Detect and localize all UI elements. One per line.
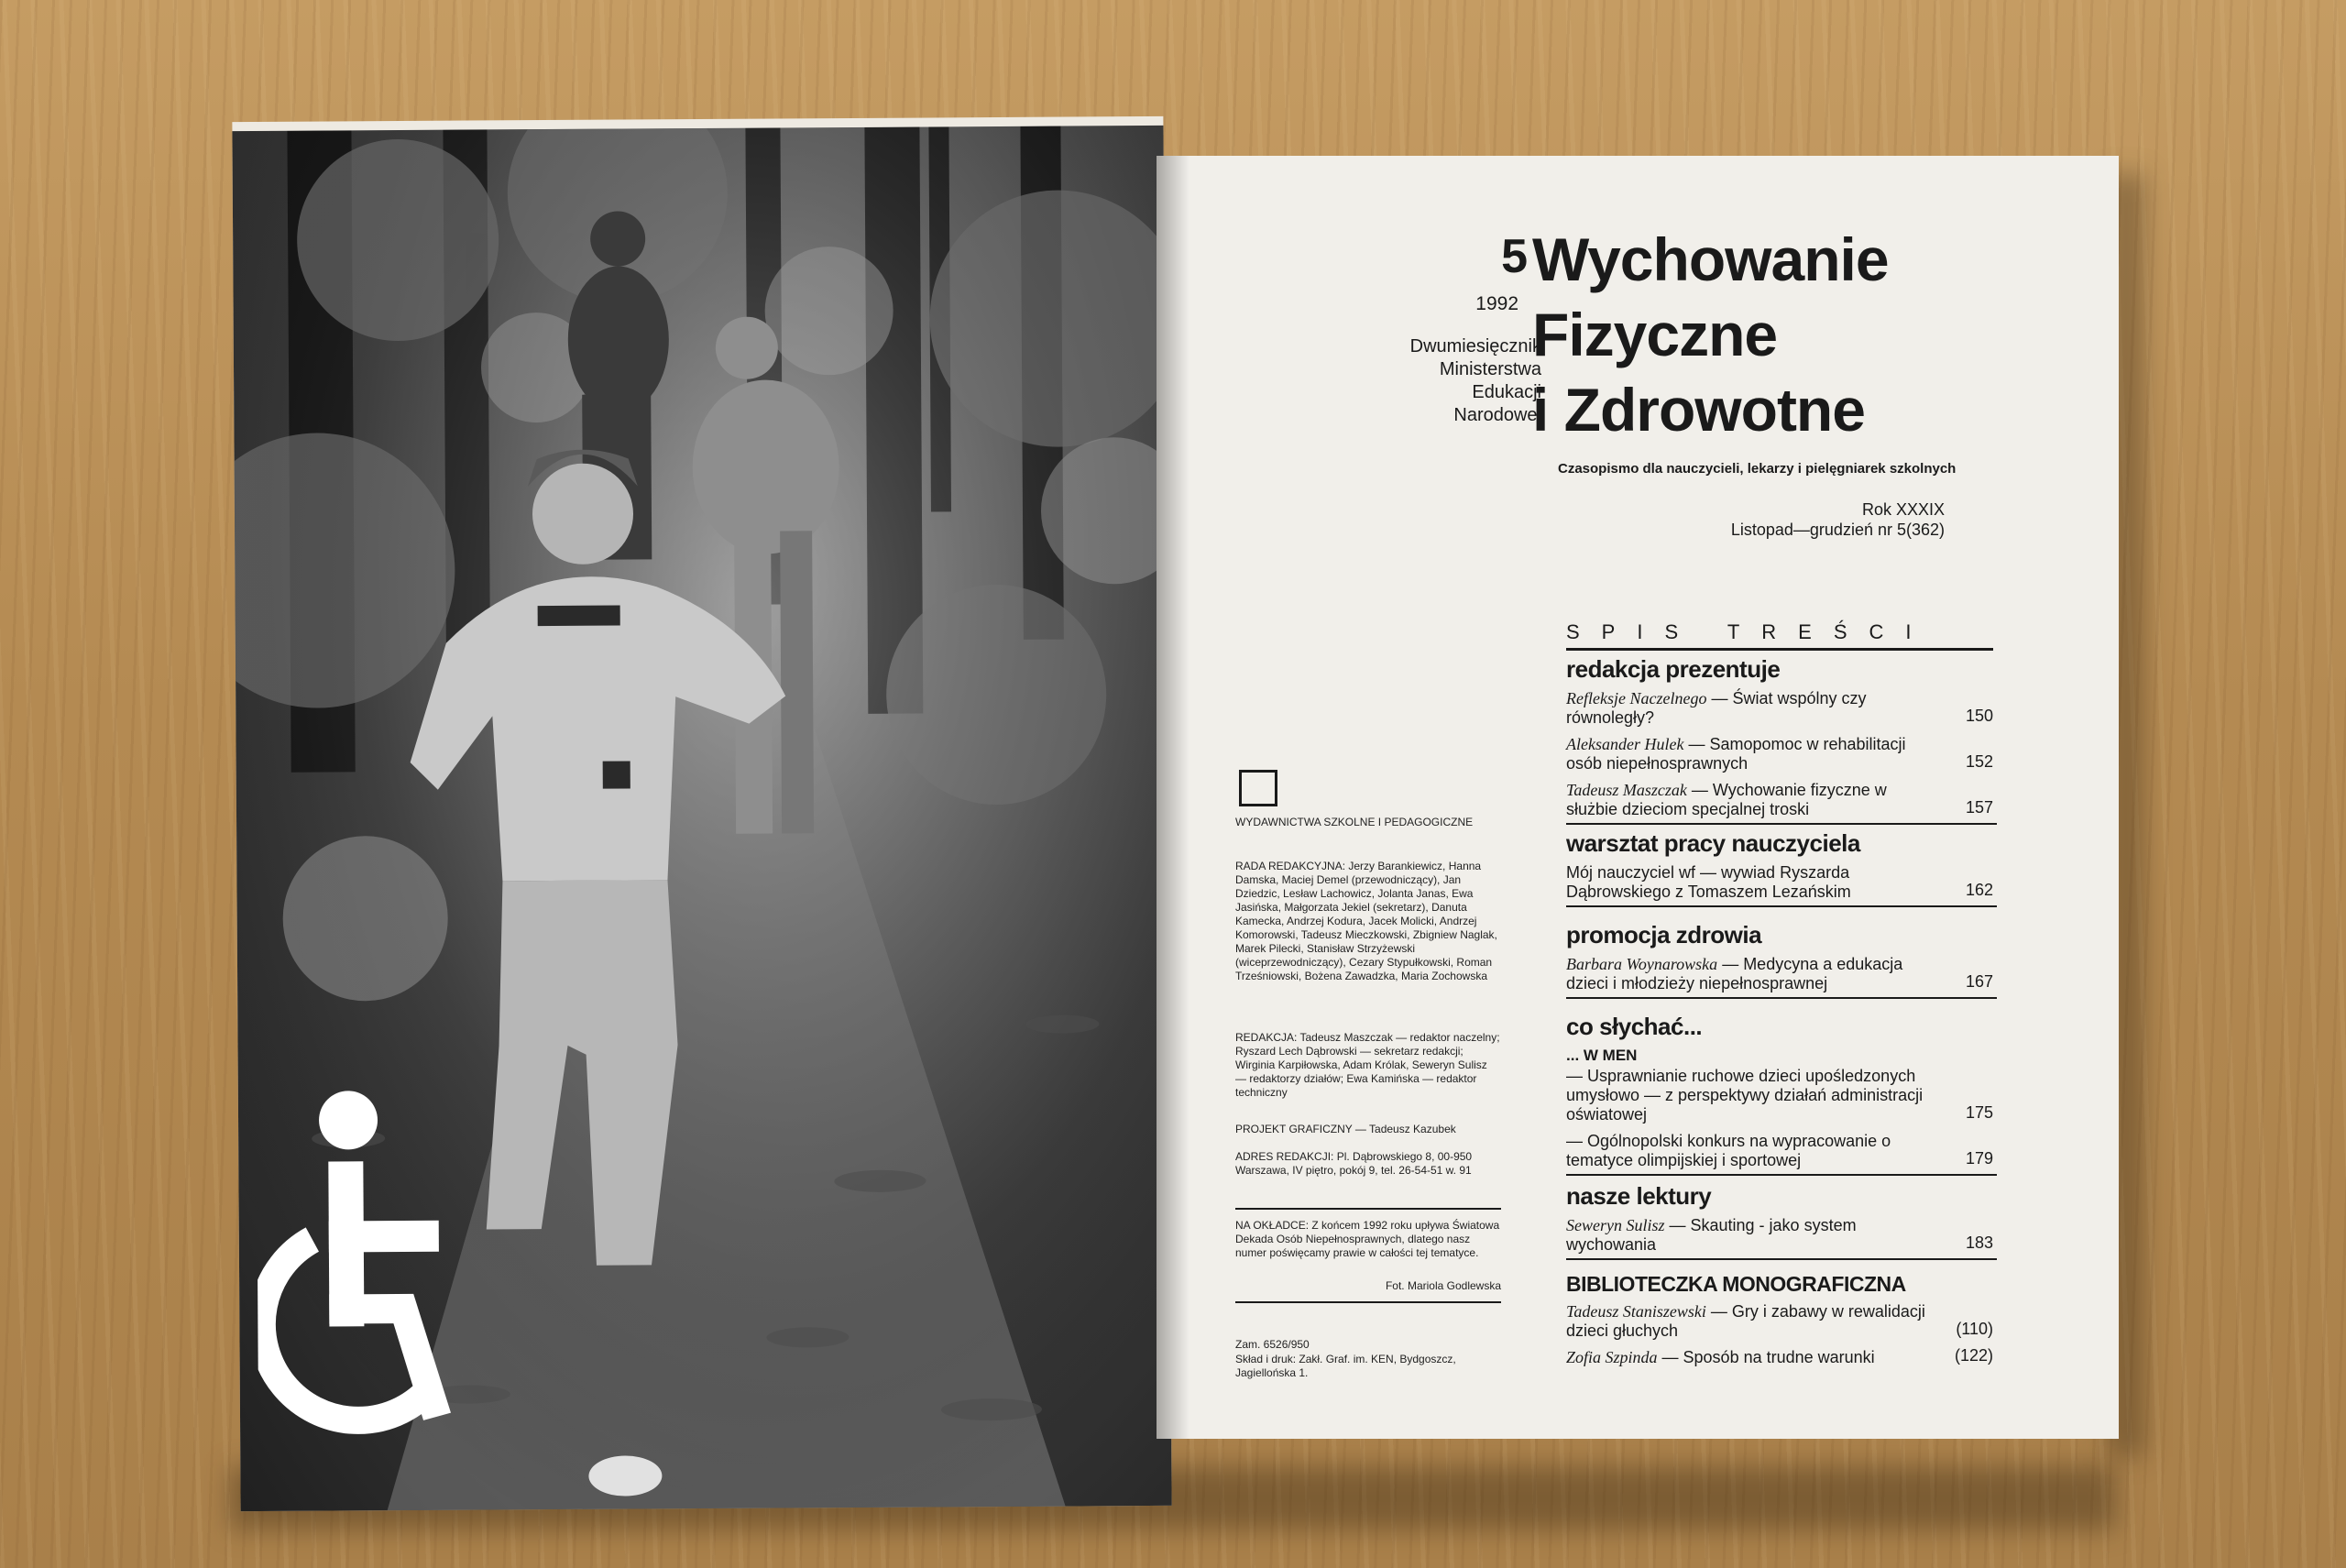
cover-photo [232,126,1171,1511]
toc-entry: Zofia Szpinda — Sposób na trudne warunki (122) [1566,1346,1993,1366]
toc-section: promocja zdrowia Barbara Woynarowska — Medycyna a edukacja dzieci i młodzieży niepełnosprawnej 167 [1566,921,1997,1003]
toc-entry: Refleksje Naczelnego — Świat wspólny czy równoległy? 150 [1566,689,1993,727]
colophon-order: Zam. 6526/950 [1235,1338,1310,1351]
toc-section: nasze lektury Seweryn Sulisz — Skauting - jako system wychowania 183 [1566,1182,1997,1264]
colophon-address: ADRES REDAKCJI: Pl. Dąbrowskiego 8, 00-950 Warszawa, IV piętro, pokój 9, tel. 26-54-51 w. 91 [1235,1150,1473,1177]
toc-entry: — Ogólnopolski konkurs na wypracowanie o tematyce olimpijskiej i sportowej 179 [1566,1132,1997,1176]
divider [1235,1208,1501,1210]
publisher-info: Dwumiesięcznik Ministerstwa Edukacji Narodowej [1409,336,1541,425]
magazine-title: Wychowanie Fizyczne i Zdrowotne [1532,225,1889,444]
toc-section: BIBLIOTECZKA MONOGRAFICZNA Tadeusz Staniszewski — Gry i zabawy w rewalidacji dzieci głuchych (110) Zofia Szpinda — Sposób na trudne warunki (122) [1566,1272,1997,1375]
toc-heading: SPIS TREŚCI [1566,620,1993,651]
publisher-logo-icon [1239,770,1277,806]
toc-entry: Mój nauczyciel wf — wywiad Ryszarda Dąbrowskiego z Tomaszem Lezańskim 162 [1566,863,1997,907]
colophon-design: PROJEKT GRAFICZNY — Tadeusz Kazubek [1235,1123,1456,1135]
volume-info: Rok XXXIX Listopad—grudzień nr 5(362) [1730,500,1945,539]
toc-entry: Tadeusz Maszczak — Wychowanie fizyczne w służbie dzieciom specjalnej troski 157 [1566,781,1997,825]
colophon-publisher: WYDAWNICTWA SZKOLNE I PEDAGOGICZNE [1235,816,1474,828]
toc-entry: Seweryn Sulisz — Skauting - jako system wychowania 183 [1566,1216,1997,1260]
toc-section: redakcja prezentuje Refleksje Naczelnego — Świat wspólny czy równoległy? 150 Aleksander Hulek — Samopomoc w rehabilitacji osób niepełnosprawnych 152 Tadeusz Maszczak — Wychowanie fizyczne w służbie dzieciom specjalnej troski 157 [1566,655,1997,828]
toc-entry: Aleksander Hulek — Samopomoc w rehabilitacji osób niepełnosprawnych 152 [1566,735,1993,773]
colophon-board: RADA REDAKCYJNA: Jerzy Barankiewicz, Hanna Damska, Maciej Demel (przewodniczący), Jan Dziedzic, Lesław Lachowicz, Jolanta Janas, Ewa Jasińska, Małgorzata Jekiel (sekretarz), Danuta Kamecka, Andrzej Kodura, Jacek Molicki, Andrzej Komorowski, Tadeusz Mieczkowski, Zbigniew Naglak, Marek Pilecki, Stanisław Strzyżewski (wiceprzewodniczący), Cezary Stypułkowski, Roman Trześniowski, Bożena Zawadzka, Maria Zochowska [1235,860,1497,982]
left-page [232,116,1171,1511]
colophon-cover-note: NA OKŁADCE: Z końcem 1992 roku upływa Światowa Dekada Osób Niepełnosprawnych, dlatego nasz numer poświęcamy prawie w całości tej tematyce. [1235,1219,1500,1259]
photo-credit: Fot. Mariola Godlewska [1385,1279,1501,1292]
toc-section: warsztat pracy nauczyciela Mój nauczyciel wf — wywiad Ryszarda Dąbrowskiego z Tomaszem Lezańskim 162 [1566,829,1997,911]
toc-entry: Barbara Woynarowska — Medycyna a edukacja dzieci i młodzieży niepełnosprawnej 167 [1566,955,1997,999]
toc-section: co słychać... ... W MEN — Usprawnianie ruchowe dzieci upośledzonych umysłowo — z perspektywy działań administracji oświatowej 175 — Ogólnopolski konkurs na wypracowanie o tematyce olimpijskiej i sportowej 179 [1566,1013,1997,1179]
issue-year: 1992 [1475,293,1518,314]
toc-entry: — Usprawnianie ruchowe dzieci upośledzonych umysłowo — z perspektywy działań administracji oświatowej 175 [1566,1067,1993,1124]
divider [1235,1301,1501,1303]
right-page [1157,156,2119,1439]
magazine-subtitle: Czasopismo dla nauczycieli, lekarzy i pielęgniarek szkolnych [1558,461,1957,477]
issue-number: 5 [1501,230,1528,283]
colophon-editors: REDAKCJA: Tadeusz Maszczak — redaktor naczelny; Ryszard Lech Dąbrowski — sekretarz redakcji; Wirginia Karpiłowska, Adam Królak, Seweryn Sulisz — redaktorzy działów; Ewa Kamińska — redaktor techniczny [1235,1031,1500,1099]
colophon-print: Skład i druk: Zakł. Graf. im. KEN, Bydgoszcz, Jagiellońska 1. [1235,1353,1456,1379]
toc-entry: Tadeusz Staniszewski — Gry i zabawy w rewalidacji dzieci głuchych (110) [1566,1302,1993,1340]
wheelchair-icon [257,1083,460,1451]
